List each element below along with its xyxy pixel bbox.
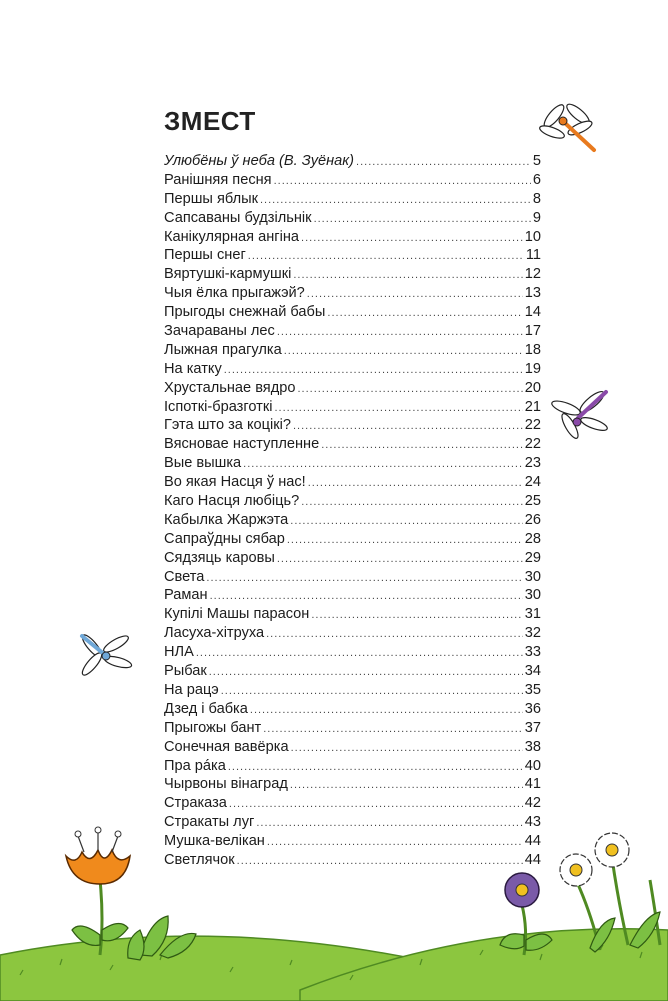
flower-icon bbox=[500, 873, 552, 955]
toc-entry-page: 41 bbox=[524, 776, 541, 793]
toc-entry-page: 36 bbox=[524, 700, 541, 717]
toc-entry-title: Гэта што за коцікі? bbox=[164, 417, 291, 434]
toc-entry-title: Сапраўдны сябар bbox=[164, 530, 285, 547]
toc-entry-page: 14 bbox=[524, 304, 541, 321]
toc-entry-title: Зачараваны лес bbox=[164, 323, 275, 340]
toc-entry-page: 30 bbox=[524, 568, 541, 585]
toc-entry-title: Чыя ёлка прыгажэй? bbox=[164, 285, 305, 302]
toc-entry-title: Вясновае наступленне bbox=[164, 436, 320, 453]
toc-entry-title: Во якая Насця ў нас! bbox=[164, 474, 306, 491]
toc-entry-title: Хрустальнае вядро bbox=[164, 379, 296, 396]
toc-entry-page: 8 bbox=[532, 190, 541, 207]
toc-entry-page: 20 bbox=[524, 379, 541, 396]
toc-entry-title: Вые вышка bbox=[164, 455, 242, 472]
toc-entry-page: 12 bbox=[524, 266, 541, 283]
toc-entry-title: Першы яблык bbox=[164, 190, 258, 207]
toc-entry-title: Дзед і бабка bbox=[164, 700, 248, 717]
toc-entry-page: 24 bbox=[524, 474, 541, 491]
toc-entry-page: 18 bbox=[524, 341, 541, 358]
toc-entry-title: Лыжная прагулка bbox=[164, 341, 282, 358]
flower-icon bbox=[66, 827, 130, 955]
toc-entry-page: 28 bbox=[524, 530, 541, 547]
toc-entry-title: Сапсаваны будзільнік bbox=[164, 209, 312, 226]
toc-entry-title: Ласуха-хітруха bbox=[164, 625, 265, 642]
toc-entry-page: 40 bbox=[524, 757, 541, 774]
toc-entry-title: Стракаты луг bbox=[164, 814, 255, 831]
toc-entry-page: 42 bbox=[524, 795, 541, 812]
toc-entry-title: Сядзяць каровы bbox=[164, 549, 275, 566]
toc-entry-page: 33 bbox=[524, 644, 541, 661]
toc-entry-page: 30 bbox=[524, 587, 541, 604]
dragonfly-icon bbox=[538, 101, 594, 150]
toc-entry-title: Чырвоны вінаград bbox=[164, 776, 288, 793]
toc-entry-page: 37 bbox=[524, 719, 541, 736]
toc-entry-page: 13 bbox=[524, 285, 541, 302]
toc-entry-page: 10 bbox=[524, 228, 541, 245]
dragonfly-icon bbox=[550, 389, 609, 441]
toc-entry-title: Каго Насця любіць? bbox=[164, 493, 300, 510]
toc-entry-title: Канікулярная ангіна bbox=[164, 228, 300, 245]
toc-entry-title: Улюбёны ў неба (В. Зуёнак) bbox=[164, 153, 355, 169]
toc-entry-page: 26 bbox=[524, 511, 541, 528]
dragonfly-icon bbox=[80, 632, 133, 677]
toc-entry-title: Светлячок bbox=[164, 851, 235, 868]
toc-entry-page: 23 bbox=[524, 455, 541, 472]
toc-entry-page: 9 bbox=[532, 209, 541, 226]
toc-entry-page: 17 bbox=[524, 323, 541, 340]
toc-entry-page: 19 bbox=[524, 360, 541, 377]
toc-entry-title: На рацэ bbox=[164, 681, 219, 698]
toc-entry-title: Сонечная вавёрка bbox=[164, 738, 289, 755]
toc-entry-page: 35 bbox=[524, 681, 541, 698]
toc-entry-page: 11 bbox=[525, 247, 541, 264]
toc-entry-title: Света bbox=[164, 568, 205, 585]
toc-entry-page: 29 bbox=[524, 549, 541, 566]
toc-entry-page: 44 bbox=[524, 833, 541, 850]
page-title: ЗМЕСТ bbox=[164, 106, 256, 136]
toc-entry-title: НЛА bbox=[164, 644, 194, 661]
toc-entry-page: 38 bbox=[524, 738, 541, 755]
toc-entry-title: Раман bbox=[164, 587, 208, 604]
toc-entry-page: 5 bbox=[532, 153, 541, 169]
toc-entry-page: 21 bbox=[524, 398, 541, 415]
toc-entry-title: Прыгожы бант bbox=[164, 719, 262, 736]
toc-entry-title: Першы снег bbox=[164, 247, 246, 264]
toc-entry-page: 34 bbox=[524, 663, 541, 680]
toc-entry-title: Ранішняя песня bbox=[164, 171, 272, 188]
toc-entry-page: 6 bbox=[532, 171, 541, 188]
toc-entry-page: 43 bbox=[524, 814, 541, 831]
toc-entry-page: 22 bbox=[524, 436, 541, 453]
toc-entry-page: 22 bbox=[524, 417, 541, 434]
toc-entry-title: Пра рáка bbox=[164, 757, 226, 774]
toc-entry-page: 32 bbox=[524, 625, 541, 642]
toc-entry-title: Рыбак bbox=[164, 663, 207, 680]
toc-entry-title: Купілі Машы парасон bbox=[164, 606, 310, 623]
toc-entry-title: Іспоткі-бразготкі bbox=[164, 398, 273, 415]
toc-entry-title: Кабылка Жаржэта bbox=[164, 511, 289, 528]
toc-entry-title: Страказа bbox=[164, 795, 227, 812]
toc-entry-title: Вяртушкі-кармушкі bbox=[164, 266, 292, 283]
toc-entry-page: 31 bbox=[524, 606, 541, 623]
toc-entry-title: На катку bbox=[164, 360, 222, 377]
toc-entry-page: 25 bbox=[524, 493, 541, 510]
toc-entry-title: Прыгоды снежнай бабы bbox=[164, 304, 326, 321]
toc-entry-page: 44 bbox=[524, 851, 541, 868]
toc-entry-title: Мушка-велікан bbox=[164, 833, 265, 850]
